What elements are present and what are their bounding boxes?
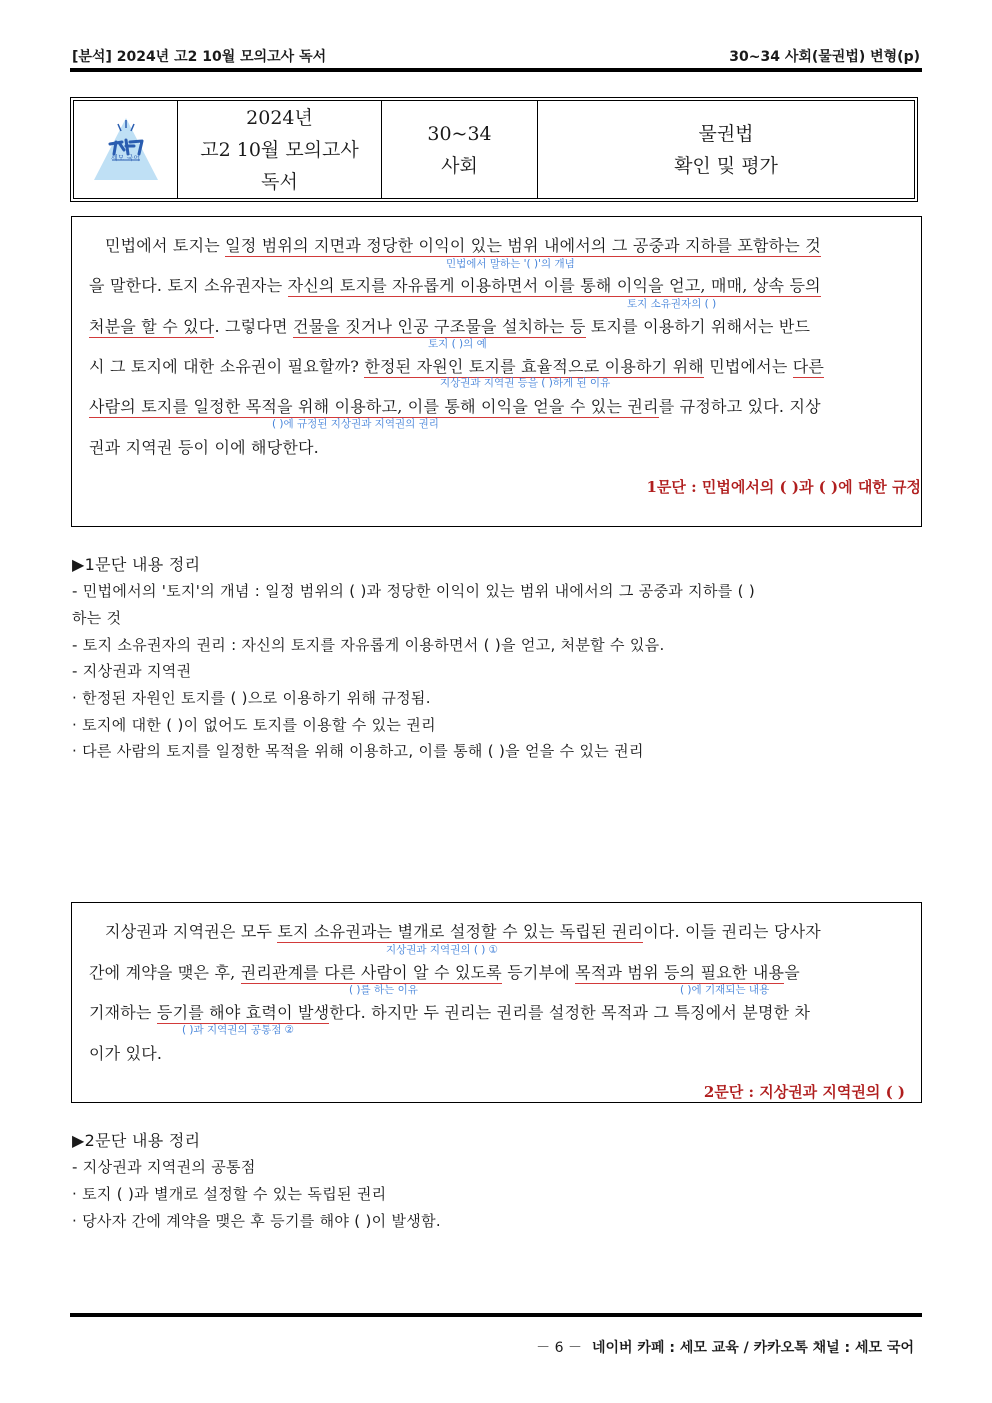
p2-underline: 권리관계를 다른 사람이 알 수 있도록 [240,963,502,982]
p1-annotation-4: 지상권과 지역권 등을 ( )하게 된 이유 [440,377,611,389]
logo-cell [74,101,178,198]
p1-text: 를 규정하고 있다. 지상 [658,397,821,416]
p1-annotation-5: ( )에 규정된 지상권과 지역권의 권리 [272,418,439,430]
p1-text: 토지를 이용하기 위해서는 반드 [585,317,811,336]
p1-underline: 한정된 자원인 토지를 효율적으로 이용하기 위해 [364,357,704,376]
exam-name: 고2 10월 모의고사 [200,138,359,161]
p2-text: 지상권과 지역권은 모두 [105,922,278,941]
summary-2-item: · 당사자 간에 계약을 맺은 후 등기를 해야 ( )이 발생함. [72,1212,441,1230]
p1-annotation-2: 토지 소유권자의 ( ) [627,298,717,310]
p2-annotation-3: ( )에 기재되는 내용 [680,984,770,996]
p2-underline: 토지 소유권과는 별개로 설정할 수 있는 독립된 권리 [277,922,644,941]
paragraph-1-title: 1문단 : 민법에서의 ( )과 ( )에 대한 규정 [646,478,921,496]
summary-1-item: · 토지에 대한 ( )이 없어도 토지를 이용할 수 있는 권리 [72,716,436,734]
title-table [70,97,918,202]
p1-annotation-3: 토지 ( )의 예 [428,338,487,350]
summary-1-heading: ▶1문단 내용 정리 [72,555,201,574]
summary-1-item: - 민법에서의 '토지'의 개념 : 일정 범위의 ( )과 정당한 이익이 있는 범위 내에서의 그 공중과 지하를 ( ) [72,582,755,600]
p2-line-3 [89,1000,810,1023]
p1-line-3 [89,314,810,337]
p1-line-1 [105,233,821,256]
p1-line-2 [89,273,821,296]
top-rule [70,68,922,72]
summary-1-item: - 토지 소유권자의 권리 : 자신의 토지를 자유롭게 이용하면서 ( )을 얻고, 처분할 수 있음. [72,636,665,654]
p2-annotation-2: ( )를 하는 이유 [349,984,418,996]
summary-1-item: 하는 것 [72,609,122,627]
summary-2-item: - 지상권과 지역권의 공통점 [72,1158,256,1176]
p2-line-1 [105,919,821,942]
p2-text: 간에 계약을 맺은 후, [89,963,241,982]
summary-2-heading: ▶2문단 내용 정리 [72,1131,201,1150]
p1-line-5 [89,394,821,417]
footer-text: 네이버 카페 : 세모 교육 / 카카오톡 채널 : 세모 국어 [591,1340,914,1356]
p2-text: 기재하는 [89,1003,157,1022]
p1-text: . 그렇다면 [214,317,293,336]
p2-line-4: 이가 있다. [89,1044,163,1063]
p1-underline: 사람의 토지를 일정한 목적을 위해 이용하고, 이를 통해 이익을 얻을 수 있는 권리 [89,397,659,416]
p2-text: 이다. 이들 권리는 당사자 [643,922,821,941]
p2-text: 을 [784,963,800,982]
topic: 물권법 [698,122,754,145]
p1-underline: 자신의 토지를 자유롭게 이용하면서 이를 통해 이익을 얻고, 매매, 상속 등의 [287,276,821,295]
p1-underline: 다른 [792,357,825,376]
p1-line-4 [89,354,824,377]
topic-kind: 확인 및 평가 [674,154,778,177]
exam-cell [178,101,382,198]
p2-underline: 목적과 범위 등의 필요한 내용 [575,963,785,982]
p1-line-6: 권과 지역권 등이 이에 해당한다. [89,438,319,457]
p1-annotation-1: 민법에서 말하는 '( )'의 개념 [446,258,575,270]
p1-text: 시 그 토지에 대한 소유권이 필요할까? [89,357,365,376]
p2-annotation-4: ( )과 지역권의 공통점 ② [182,1024,295,1036]
summary-1-item: - 지상권과 지역권 [72,662,192,680]
summary-2-item: · 토지 ( )과 별개로 설정할 수 있는 독립된 권리 [72,1185,387,1203]
p1-underline: 건물을 짓거나 인공 구조물을 설치하는 등 [292,317,586,336]
p2-annotation-1: 지상권과 지역권의 ( ) ① [386,944,499,956]
page-number: － 6 － [536,1340,582,1356]
range-cell [382,101,538,198]
p1-underline: 일정 범위의 지면과 정당한 이익이 있는 범위 내에서의 그 공중과 지하를 포함하는 것 [225,236,821,255]
p2-text: 한다. 하지만 두 권리는 권리를 설정한 목적과 그 특징에서 분명한 차 [329,1003,811,1022]
paragraph-2-title: 2문단 : 지상권과 지역권의 ( ) [703,1083,905,1101]
summary-1-item: · 다른 사람의 토지를 일정한 목적을 위해 이용하고, 이를 통해 ( )을 얻을 수 있는 권리 [72,742,644,760]
logo-text: 세모 국어 [110,153,141,162]
topic-cell [538,101,914,198]
subject: 사회 [441,154,478,177]
header-right: 30~34 사회(물권법) 변형(p) [729,49,920,65]
exam-part: 독서 [261,170,298,193]
p1-text: 민법에서 토지는 [105,236,226,255]
exam-year: 2024년 [246,106,313,129]
summary-1-item: · 한정된 자원인 토지를 ( )으로 이용하기 위해 규정됨. [72,689,431,707]
p2-text: 등기부에 [501,963,576,982]
bottom-rule [70,1313,922,1317]
p1-underline: 처분을 할 수 있다 [89,317,215,336]
p2-line-2 [89,960,800,983]
p2-underline: 등기를 해야 효력이 발생 [156,1003,330,1022]
p1-text: 을 말한다. 토지 소유권자는 [89,276,288,295]
footer [536,1337,914,1357]
question-range: 30~34 [427,122,492,145]
header-left: [분석] 2024년 고2 10월 모의고사 독서 [72,49,327,65]
semo-logo-icon [90,114,162,186]
p1-text: 민법에서는 [703,357,793,376]
